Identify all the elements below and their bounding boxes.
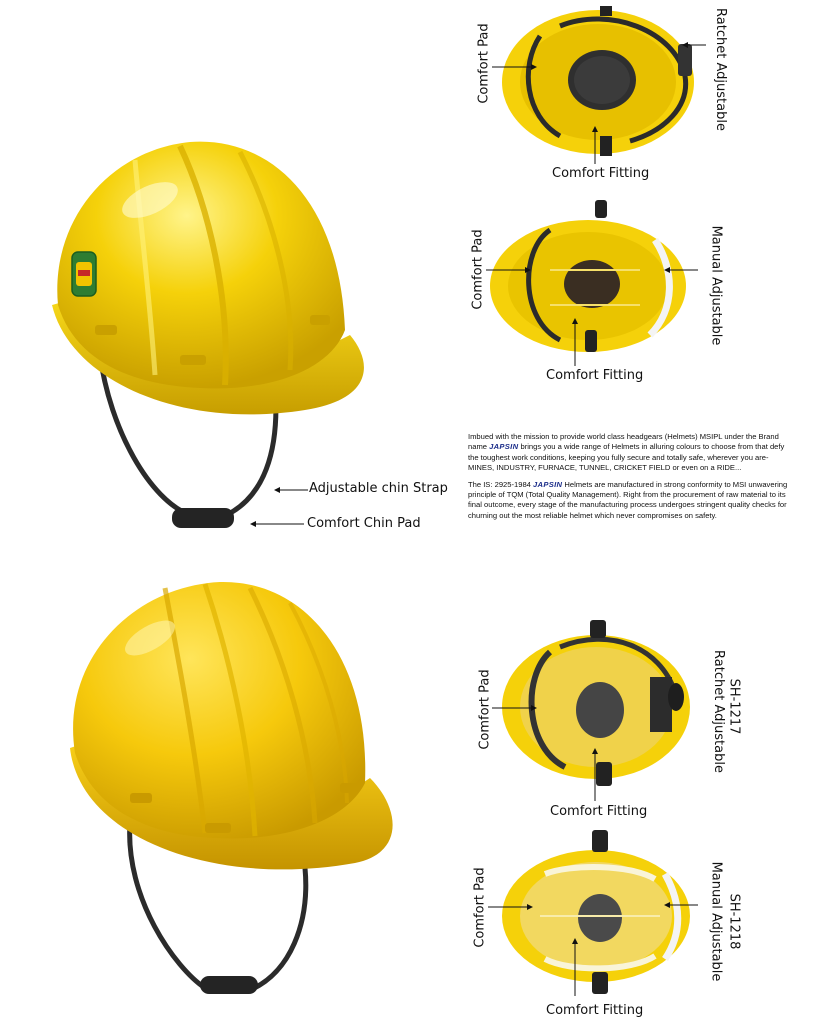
manual-leader-1 xyxy=(664,265,699,275)
chin-strap-leader-line xyxy=(274,485,314,495)
comfort-fitting-leader-2 xyxy=(570,318,580,368)
manual-adjustable-label-1: Manual Adjustable xyxy=(708,225,724,346)
brand-name: JAPSIN xyxy=(489,442,519,452)
helmet-plain-image xyxy=(55,578,415,1008)
comfort-fitting-label-3: Comfort Fitting xyxy=(550,804,648,819)
ratchet-leader-1 xyxy=(682,40,707,50)
comfort-fitting-label-1: Comfort Fitting xyxy=(552,166,650,181)
comfort-fitting-leader-4 xyxy=(570,938,580,998)
comfort-pad-leader-1 xyxy=(492,62,537,72)
comfort-pad-label-1: Comfort Pad xyxy=(476,23,492,104)
comfort-pad-leader-2 xyxy=(486,265,531,275)
manual-leader-2 xyxy=(664,900,699,910)
underside-ratchet-top-image xyxy=(500,6,700,156)
chin-pad-leader-line xyxy=(250,519,310,529)
description-paragraph-1: Imbued with the mission to provide world class headgears (Helmets) MSIPL under the Brand name JAPSIN brings you a wide range of Helmets in alluring colours to choose from that defy the toughest work conditions, keeping you fully secure and totally safe, wherever you are- MINES, INDUSTRY, FURNACE, TUNNEL, CRICKET FIELD or even on a RIDE... xyxy=(468,432,785,473)
underside-manual-top-image xyxy=(490,210,690,360)
comfort-chin-pad-label: Comfort Chin Pad xyxy=(307,516,421,531)
manual-adjustable-label-2: Manual Adjustable xyxy=(708,861,724,982)
ratchet-adjustable-label-1: Ratchet Adjustable xyxy=(712,8,728,131)
comfort-fitting-label-2: Comfort Fitting xyxy=(546,368,644,383)
comfort-fitting-leader-3 xyxy=(590,748,600,803)
comfort-fitting-leader-1 xyxy=(590,126,600,166)
brand-name-2: JAPSIN xyxy=(533,479,563,489)
comfort-pad-label-2: Comfort Pad xyxy=(470,229,486,310)
description-text xyxy=(468,432,790,527)
comfort-pad-leader-4 xyxy=(488,902,533,912)
description-paragraph-2: The IS: 2925-1984 JAPSIN Helmets are manufactured in strong conformity to MSI unwavering principle of TQM (Total Quality Management). Right from the procurement of raw material to its final outcome, every stage of the manufacturing process undergoes stringent quality checks for churning out the most reliable helmet which never compromises on safety. xyxy=(468,479,788,520)
adjustable-chin-strap-label: Adjustable chin Strap xyxy=(309,481,448,496)
brand-logo-badge xyxy=(72,252,96,296)
comfort-pad-leader-3 xyxy=(492,703,537,713)
underside-sh1218-image xyxy=(500,834,700,999)
comfort-pad-label-3: Comfort Pad xyxy=(477,669,493,750)
model-code-sh1217: SH-1217 xyxy=(726,678,742,735)
comfort-fitting-label-4: Comfort Fitting xyxy=(546,1003,644,1018)
comfort-pad-label-4: Comfort Pad xyxy=(472,867,488,948)
model-code-sh1218: SH-1218 xyxy=(726,893,742,950)
ratchet-adjustable-label-2: Ratchet Adjustable xyxy=(710,650,726,773)
